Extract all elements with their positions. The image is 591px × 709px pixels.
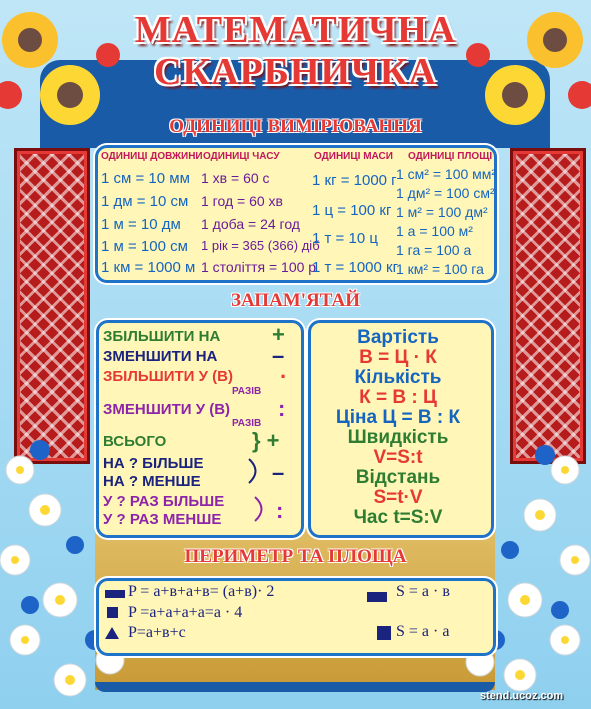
times-label: РАЗІВ: [232, 386, 262, 397]
arrow-icon: [252, 494, 270, 524]
square-area-formula: S = а · а: [396, 623, 450, 640]
time-row: 1 століття = 100 р: [201, 259, 317, 275]
area-row: 1 дм² = 100 см²: [396, 185, 495, 201]
area-row: 1 см² = 100 мм²: [396, 166, 497, 182]
minus-sign: –: [272, 343, 285, 368]
mass-row: 1 т = 1000 кг: [312, 259, 399, 276]
rectangle-icon: [367, 592, 387, 602]
length-units-heading: ОДИНИЦІ ДОВЖИНИ: [101, 151, 203, 162]
watermark: stend.ucoz.com: [480, 690, 564, 702]
bottom-banner-edge: [95, 682, 495, 692]
length-row: 1 см = 10 мм: [101, 170, 190, 187]
formula-text: К = В : Ц: [359, 387, 437, 408]
formula-text: S=t·V: [373, 487, 423, 508]
triangle-perimeter-formula: P=а+в+с: [128, 624, 186, 641]
area-row: 1 а = 100 м²: [396, 223, 473, 239]
square-perimeter-formula: P =а+а+а+а=а · 4: [128, 604, 243, 621]
formula-text: Час t=S:V: [353, 507, 443, 528]
formula-text: Кількість: [354, 367, 442, 388]
rule-text: ЗМЕНШИТИ У (В): [103, 401, 231, 418]
rule-text: У ? РАЗ БІЛЬШЕ: [103, 493, 225, 510]
rectangle-perimeter-formula: P = а+в+а+в= (а+в)· 2: [128, 583, 275, 600]
rectangle-icon: [105, 590, 125, 598]
time-row: 1 год = 60 хв: [201, 193, 283, 209]
square-icon: [377, 626, 391, 640]
length-row: 1 дм = 10 см: [101, 193, 189, 210]
divide-sign: :: [278, 396, 286, 421]
sum-sign: } +: [252, 428, 280, 453]
mass-units-heading: ОДИНИЦІ МАСИ: [314, 151, 393, 162]
minus-sign: –: [272, 460, 285, 485]
area-units-heading: ОДИНИЦІ ПЛОЩІ: [408, 151, 493, 162]
formula-text: В = Ц · К: [359, 347, 437, 368]
triangle-icon: [105, 627, 119, 639]
formula-text: V=S:t: [373, 447, 423, 468]
length-row: 1 км = 1000 м: [101, 259, 196, 276]
formula-text: Вартість: [357, 327, 439, 348]
rectangle-area-formula: S = а · в: [396, 583, 450, 600]
rule-text: НА ? БІЛЬШЕ: [103, 455, 204, 472]
divide-sign: :: [276, 498, 284, 523]
times-label: РАЗІВ: [232, 418, 262, 429]
arrow-icon: [246, 456, 264, 486]
formula-text: Швидкість: [347, 427, 449, 448]
rule-text: У ? РАЗ МЕНШЕ: [103, 511, 222, 528]
time-row: 1 рік = 365 (366) діб: [201, 238, 320, 253]
plus-sign: +: [272, 322, 285, 347]
time-row: 1 хв = 60 с: [201, 170, 270, 186]
rule-text: ВСЬОГО: [103, 433, 167, 450]
perimeter-header: ПЕРИМЕТР ТА ПЛОЩА: [184, 546, 407, 567]
length-row: 1 м = 10 дм: [101, 216, 181, 233]
time-units-heading: ОДИНИЦІ ЧАСУ: [203, 151, 280, 162]
poster-title-line2: СКАРБНИЧКА: [154, 51, 437, 93]
multiply-sign: ·: [280, 364, 288, 389]
area-row: 1 км² = 100 га: [396, 261, 484, 277]
remember-header: ЗАПАМ'ЯТАЙ: [231, 290, 360, 311]
rule-text: ЗМЕНШИТИ НА: [103, 348, 218, 365]
square-icon: [107, 607, 118, 618]
rule-text: НА ? МЕНШЕ: [103, 473, 201, 490]
area-row: 1 м² = 100 дм²: [396, 204, 488, 220]
time-row: 1 доба = 24 год: [201, 216, 300, 232]
rule-text: ЗБІЛЬШИТИ У (В): [103, 368, 233, 385]
mass-row: 1 т = 10 ц: [312, 230, 378, 247]
poster-title-line1: МАТЕМАТИЧНА: [134, 9, 457, 51]
formula-text: Ціна Ц = В : К: [335, 407, 461, 428]
rule-text: ЗБІЛЬШИТИ НА: [103, 328, 221, 345]
area-row: 1 га = 100 а: [396, 242, 472, 258]
mass-row: 1 ц = 100 кг: [312, 202, 392, 219]
length-row: 1 м = 100 см: [101, 238, 188, 255]
units-header: ОДИНИЦІ ВИМІРЮВАННЯ: [169, 116, 422, 137]
formula-text: Відстань: [355, 467, 441, 488]
mass-row: 1 кг = 1000 г: [312, 172, 397, 189]
